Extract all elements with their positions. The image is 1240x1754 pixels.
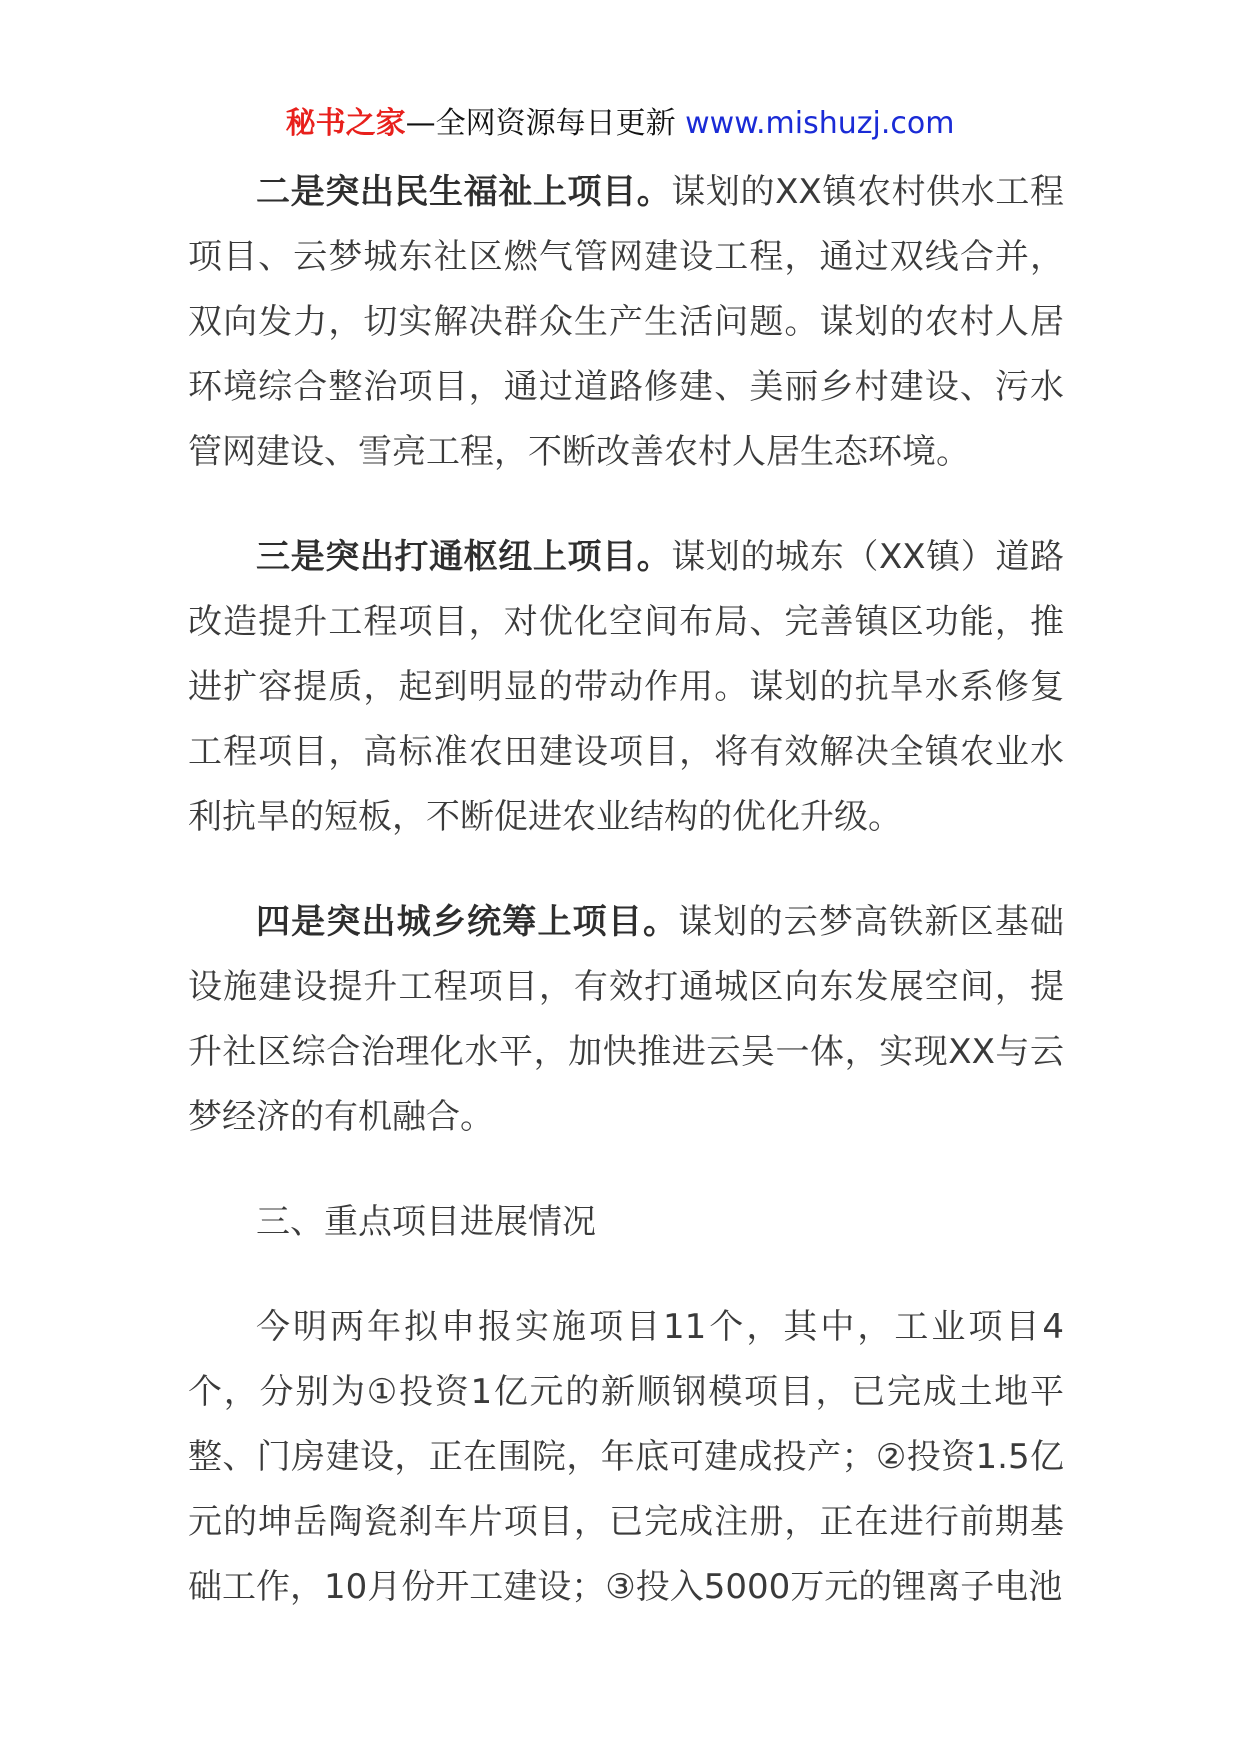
paragraph-hub <box>188 525 1064 850</box>
document-body <box>188 160 1064 1660</box>
site-header <box>0 104 1240 144</box>
paragraph-urban-rural <box>188 890 1064 1150</box>
paragraph-text: 谋划的XX镇农村供水工程项目、云梦城东社区燃气管网建设工程，通过双线合并，双向发力，切实解决群众生产生活问题。谋划的农村人居环境综合整治项目，通过道路修建、美丽乡村建设、污水管网建设、雪亮工程，不断改善农村人居生态环境。 <box>188 172 1064 472</box>
site-url-link[interactable]: www.mishuzj.com <box>685 106 955 141</box>
paragraph-text: 谋划的城东（XX镇）道路改造提升工程项目，对优化空间布局、完善镇区功能，推进扩容提质，起到明显的带动作用。谋划的抗旱水系修复工程项目，高标准农田建设项目，将有效解决全镇农业水利抗旱的短板，不断促进农业结构的优化升级。 <box>188 537 1064 837</box>
paragraph-livelihood <box>188 160 1064 485</box>
paragraph-text: 谋划的云梦高铁新区基础设施建设提升工程项目，有效打通城区向东发展空间，提升社区综合治理化水平，加快推进云吴一体，实现XX与云梦经济的有机融合。 <box>188 902 1065 1137</box>
paragraph-lead: 四是突出城乡统筹上项目。 <box>256 902 679 942</box>
paragraph-lead: 三是突出打通枢纽上项目。 <box>256 537 672 577</box>
site-brand: 秘书之家 <box>285 106 406 141</box>
section-heading: 三、重点项目进展情况 <box>256 1202 596 1242</box>
paragraph-lead: 二是突出民生福祉上项目。 <box>256 172 672 212</box>
paragraph-progress: 今明两年拟申报实施项目11个，其中，工业项目4个，分别为①投资1亿元的新顺钢模项目，已完成土地平整、门房建设，正在围院，年底可建成投产；②投资1.5亿元的坤岳陶瓷刹车片项目，已完成注册，正在进行前期基础工作，10月份开工建设；③投入5000万元的锂离子电池 <box>188 1307 1064 1607</box>
site-tagline: —全网资源每日更新 <box>405 106 686 141</box>
